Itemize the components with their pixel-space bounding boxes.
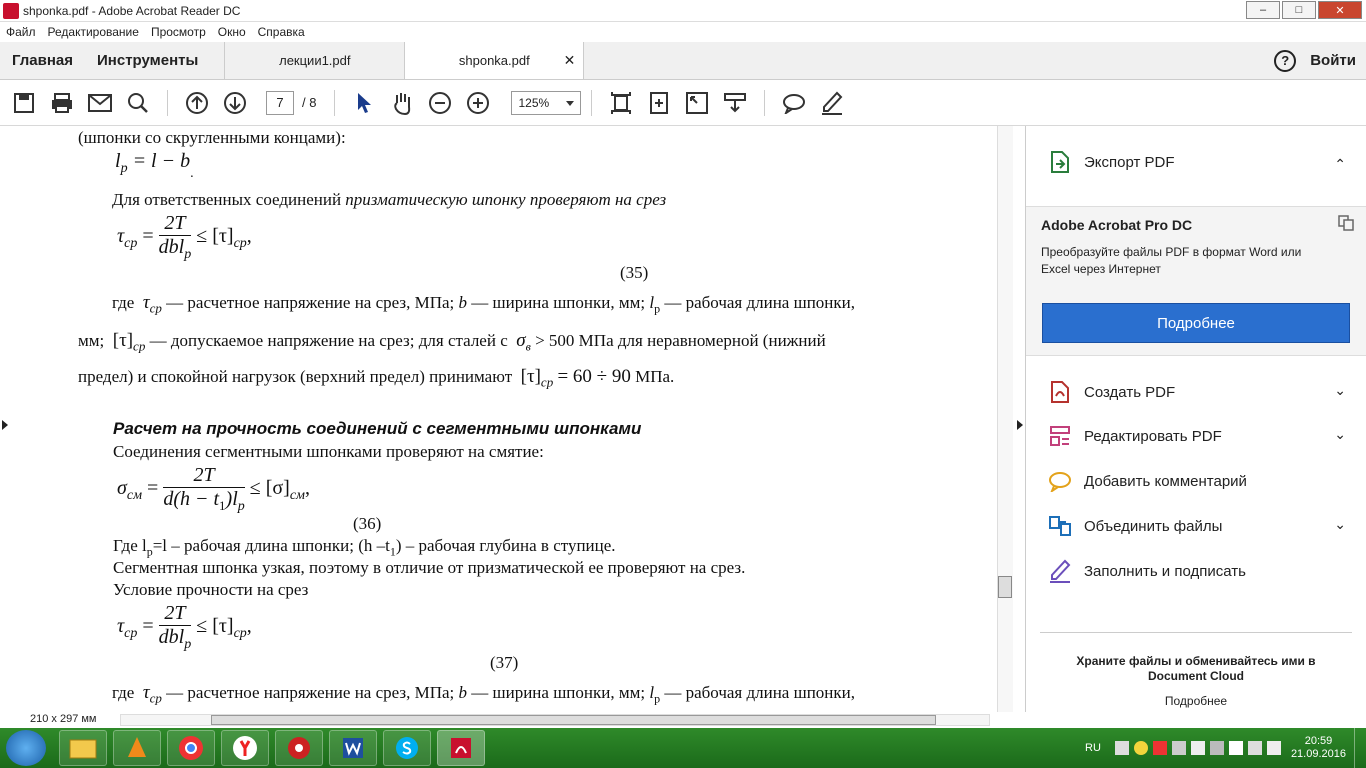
tab-home[interactable]: Главная <box>12 52 74 69</box>
battery-icon[interactable] <box>1267 741 1281 755</box>
export-pdf-item[interactable] <box>1048 150 1175 174</box>
system-tray <box>1085 728 1366 768</box>
edit-pdf-item[interactable] <box>1048 424 1222 448</box>
fill-sign-label: Заполнить и подписать <box>1084 562 1246 580</box>
text-italic: l <box>649 293 655 312</box>
text-sub: ср <box>540 374 554 390</box>
formula-part: , <box>246 615 252 638</box>
formula-sub: p <box>237 499 245 514</box>
text-italic: b <box>458 293 468 312</box>
menu-help[interactable]: Справка <box>257 25 305 39</box>
fit-page-icon[interactable] <box>607 89 635 117</box>
formula-sub: p <box>120 161 128 176</box>
maximize-button[interactable]: □ <box>1282 1 1316 19</box>
text-line <box>112 292 855 316</box>
text-line: Сегментная шпонка узкая, поэтому в отличие от призматической ее проверяют на срез. <box>113 558 746 577</box>
text-part: — расчетное напряжение на срез, МПа; <box>166 293 455 312</box>
network-icon[interactable] <box>1210 741 1224 755</box>
hand-tool-icon[interactable] <box>388 89 416 117</box>
clock-time: 20:59 <box>1304 735 1333 747</box>
export-pdf-icon <box>1048 150 1072 174</box>
formula-sub: ср <box>233 236 247 252</box>
section-heading: Расчет на прочность соединений с сегментными шпонками <box>113 419 642 438</box>
fraction <box>163 464 244 515</box>
fraction-denominator <box>159 236 192 263</box>
formula-part: = <box>142 615 154 638</box>
scroll-thumb[interactable] <box>998 576 1012 598</box>
formula-sub: 1 <box>219 498 226 513</box>
title-bar <box>0 0 1366 22</box>
scroll-thumb[interactable] <box>211 715 936 725</box>
text-part: мм; <box>78 331 105 350</box>
text-part: — ширина шпонки, мм; <box>471 683 646 702</box>
recorder-icon[interactable] <box>275 730 323 766</box>
text-line: Соединения сегментными шпонками проверяют на смятие: <box>113 442 544 461</box>
formula-part: dbl <box>158 236 185 258</box>
create-pdf-item[interactable] <box>1048 380 1175 404</box>
help-icon[interactable]: ? <box>1274 50 1296 72</box>
fraction-denominator <box>159 626 192 653</box>
menu-edit[interactable]: Редактирование <box>47 25 139 39</box>
word-icon[interactable] <box>329 730 377 766</box>
text-part: — ширина шпонки, мм; <box>471 293 646 312</box>
close-tab-icon[interactable]: ✕ <box>563 52 576 68</box>
edit-pdf-icon <box>1048 424 1072 448</box>
vlc-icon[interactable] <box>113 730 161 766</box>
toolbar <box>0 80 1366 126</box>
formula-part: , <box>304 477 310 500</box>
text-sub: р <box>654 691 661 706</box>
menu-file[interactable]: Файл <box>6 25 36 39</box>
fill-sign-item[interactable] <box>1048 559 1246 583</box>
formula-lp <box>115 150 194 181</box>
text-part: предел) и спокойной нагрузок (верхний предел) принимают <box>78 367 513 386</box>
search-icon[interactable] <box>124 89 152 117</box>
fraction <box>159 212 192 263</box>
taskbar <box>0 728 1366 768</box>
zoom-out-icon[interactable] <box>426 89 454 117</box>
tray-icon[interactable] <box>1153 741 1167 755</box>
save-icon[interactable] <box>10 89 38 117</box>
text-part: — рабочая длина шпонки, <box>664 293 855 312</box>
text-sub: ср <box>149 690 162 706</box>
formula-part: l <box>115 150 121 172</box>
promo-box <box>1026 206 1366 356</box>
copy-icon[interactable] <box>1338 215 1354 231</box>
create-pdf-icon <box>1048 380 1072 404</box>
sign-in-button[interactable]: Войти <box>1310 52 1356 69</box>
formula-sub: ср <box>124 626 138 642</box>
page-down-icon[interactable] <box>221 89 249 117</box>
learn-more-button[interactable]: Подробнее <box>1042 303 1350 343</box>
tab-doc-label: shponka.pdf <box>458 53 530 68</box>
combine-files-icon <box>1048 514 1072 538</box>
comment-icon[interactable] <box>780 89 808 117</box>
text-line <box>112 682 855 706</box>
tab-tools[interactable]: Инструменты <box>97 52 199 69</box>
formula-dot: . <box>190 166 194 181</box>
tray-icon[interactable] <box>1191 741 1205 755</box>
formula-37 <box>117 602 252 653</box>
text-part: ) – рабочая глубина в ступице. <box>395 536 616 555</box>
text-part: где <box>112 683 135 702</box>
text-part: где <box>112 293 135 312</box>
formula-part: τ <box>117 225 125 248</box>
page-number-input[interactable]: 7 <box>266 91 294 115</box>
formula-sub: ср <box>233 626 247 642</box>
divider <box>1040 632 1352 633</box>
text-sub: р <box>146 544 153 559</box>
fraction-denominator <box>163 488 244 515</box>
skype-icon[interactable] <box>383 730 431 766</box>
formula-sub: см <box>289 488 305 504</box>
text-part: [τ] <box>112 330 134 351</box>
equation-number: (35) <box>620 263 649 282</box>
chevron-down-icon[interactable]: ⌄ <box>1334 382 1346 398</box>
combine-files-label: Объединить файлы <box>1084 517 1223 535</box>
menu-view[interactable]: Просмотр <box>150 25 206 39</box>
chevron-down-icon[interactable]: ⌄ <box>1334 426 1346 442</box>
tab-doc-label: лекции1.pdf <box>279 53 351 68</box>
expand-panel-icon[interactable] <box>1017 420 1026 430</box>
flag-icon[interactable] <box>1229 741 1243 755</box>
text-italic: σ <box>516 330 526 351</box>
show-desktop-button[interactable] <box>1354 728 1366 768</box>
formula-35 <box>117 212 252 263</box>
print-icon[interactable] <box>48 89 76 117</box>
chevron-down-icon[interactable]: ⌄ <box>1334 516 1346 532</box>
file-explorer-icon[interactable] <box>59 730 107 766</box>
clock[interactable] <box>1291 735 1346 761</box>
tab-doc-shponka[interactable] <box>404 42 584 79</box>
text-line: Условие прочности на срез <box>113 580 309 599</box>
edit-pdf-label: Редактировать PDF <box>1084 427 1222 445</box>
cloud-learn-more-link[interactable]: Подробнее <box>1164 694 1228 708</box>
window-title: shponka.pdf - Adobe Acrobat Reader DC <box>23 3 241 18</box>
chrome-icon[interactable] <box>167 730 215 766</box>
text-part: Где l <box>113 536 147 555</box>
cloud-text: Document Cloud <box>1148 669 1244 683</box>
formula-sub: см <box>126 488 143 504</box>
text-sub: 1 <box>389 544 396 559</box>
horizontal-scrollbar[interactable] <box>120 714 990 726</box>
text-part: — рабочая длина шпонки, <box>664 683 855 702</box>
language-indicator[interactable]: RU <box>1085 742 1101 754</box>
text-part: МПа. <box>635 367 675 386</box>
minimize-button[interactable]: – <box>1246 1 1280 19</box>
promo-title: Adobe Acrobat Pro DC <box>1041 217 1193 233</box>
tray-icon[interactable] <box>1172 741 1186 755</box>
tab-bar <box>0 42 1366 80</box>
formula-part: = <box>147 477 159 500</box>
tray-icon[interactable] <box>1134 741 1148 755</box>
formula-part: τ <box>117 615 125 638</box>
fraction-numerator: 2T <box>159 602 192 626</box>
select-cursor-icon[interactable] <box>350 89 378 117</box>
comment-icon <box>1048 469 1072 493</box>
document-viewer[interactable] <box>0 126 1026 712</box>
tools-pane <box>1026 126 1366 726</box>
close-window-button[interactable]: ✕ <box>1318 1 1362 19</box>
promo-text: Excel через Интернет <box>1041 262 1161 276</box>
add-comment-item[interactable] <box>1048 469 1247 493</box>
fraction-numerator: 2T <box>159 212 192 236</box>
text-italic: τ <box>142 682 150 703</box>
text-part: Для ответственных соединений <box>112 190 346 209</box>
volume-icon[interactable] <box>1248 741 1262 755</box>
text-part: =l – рабочая длина шпонки; (h –t <box>152 536 390 555</box>
page-size-label: 210 x 297 мм <box>30 713 97 725</box>
formula-sub: ср <box>124 236 138 252</box>
formula-part: σ <box>117 477 127 500</box>
formula-part: = l − b <box>132 150 191 172</box>
chevron-up-icon[interactable]: ⌃ <box>1334 156 1346 172</box>
fraction <box>159 602 192 653</box>
export-pdf-label: Экспорт PDF <box>1084 153 1175 171</box>
formula-part: , <box>246 225 252 248</box>
text-italic: l <box>649 683 655 702</box>
text-sub: ср <box>149 300 162 316</box>
text-sub: в <box>525 339 531 354</box>
highlight-pen-icon[interactable] <box>818 89 846 117</box>
zoom-dropdown[interactable]: 125% <box>511 91 581 115</box>
formula-part: ≤ [τ] <box>196 225 234 248</box>
text-line <box>78 330 826 354</box>
equation-number: (37) <box>490 653 519 672</box>
formula-sub: p <box>184 247 192 262</box>
menu-bar <box>0 22 1366 42</box>
fill-sign-icon <box>1048 559 1072 583</box>
tray-icons <box>1115 741 1281 755</box>
text-part: — допускаемое напряжение на срез; для сталей с <box>149 331 508 350</box>
formula-part: = <box>142 225 154 248</box>
formula-part: d(h − t <box>163 488 220 510</box>
page-up-icon[interactable] <box>183 89 211 117</box>
formula-36 <box>117 464 310 515</box>
text-sub: р <box>654 301 661 316</box>
clock-date: 21.09.2016 <box>1290 748 1346 760</box>
tab-doc-lectures[interactable] <box>224 42 404 79</box>
menu-window[interactable]: Окно <box>217 25 246 39</box>
zoom-in-icon[interactable] <box>464 89 492 117</box>
email-icon[interactable] <box>86 89 114 117</box>
equation-number: (36) <box>353 514 382 533</box>
add-comment-label: Добавить комментарий <box>1084 472 1247 490</box>
formula-part: ≤ [σ] <box>249 477 290 500</box>
acrobat-app-icon <box>3 3 19 19</box>
text-part: — расчетное напряжение на срез, МПа; <box>166 683 455 702</box>
text-sub: ср <box>133 338 146 354</box>
fit-width-icon[interactable] <box>645 89 673 117</box>
text-line: (шпонки со скругленными концами): <box>78 128 346 147</box>
text-line <box>112 190 666 210</box>
cloud-text: Храните файлы и обменивайтесь ими в <box>1076 654 1316 668</box>
formula-part: ≤ [τ] <box>196 615 234 638</box>
promo-text: Преобразуйте файлы PDF в формат Word или <box>1041 245 1302 259</box>
text-italic: b <box>458 683 468 702</box>
text-part: [τ] <box>520 366 541 387</box>
scroll-mode-icon[interactable] <box>721 89 749 117</box>
fraction-numerator: 2T <box>163 464 244 488</box>
vertical-scrollbar[interactable] <box>997 126 1013 712</box>
text-line <box>113 536 616 559</box>
tray-icon[interactable] <box>1115 741 1129 755</box>
page-total: / 8 <box>302 95 317 110</box>
yandex-browser-icon[interactable] <box>221 730 269 766</box>
text-italic: призматическую шпонку проверяют на срез <box>345 190 667 209</box>
create-pdf-label: Создать PDF <box>1084 383 1176 401</box>
start-button[interactable] <box>6 730 46 766</box>
text-italic: τ <box>142 292 150 313</box>
text-part: > 500 МПа для неравномерной (нижний <box>535 331 826 350</box>
combine-files-item[interactable] <box>1048 514 1222 538</box>
pdf-page <box>0 126 1000 712</box>
cloud-promo <box>1026 654 1366 684</box>
formula-part: )l <box>225 488 238 510</box>
acrobat-task-icon[interactable] <box>437 730 485 766</box>
full-screen-icon[interactable] <box>683 89 711 117</box>
formula-part: dbl <box>158 626 185 648</box>
formula-sub: p <box>184 637 192 652</box>
text-part: = 60 ÷ 90 <box>557 366 631 387</box>
text-line <box>78 366 674 390</box>
